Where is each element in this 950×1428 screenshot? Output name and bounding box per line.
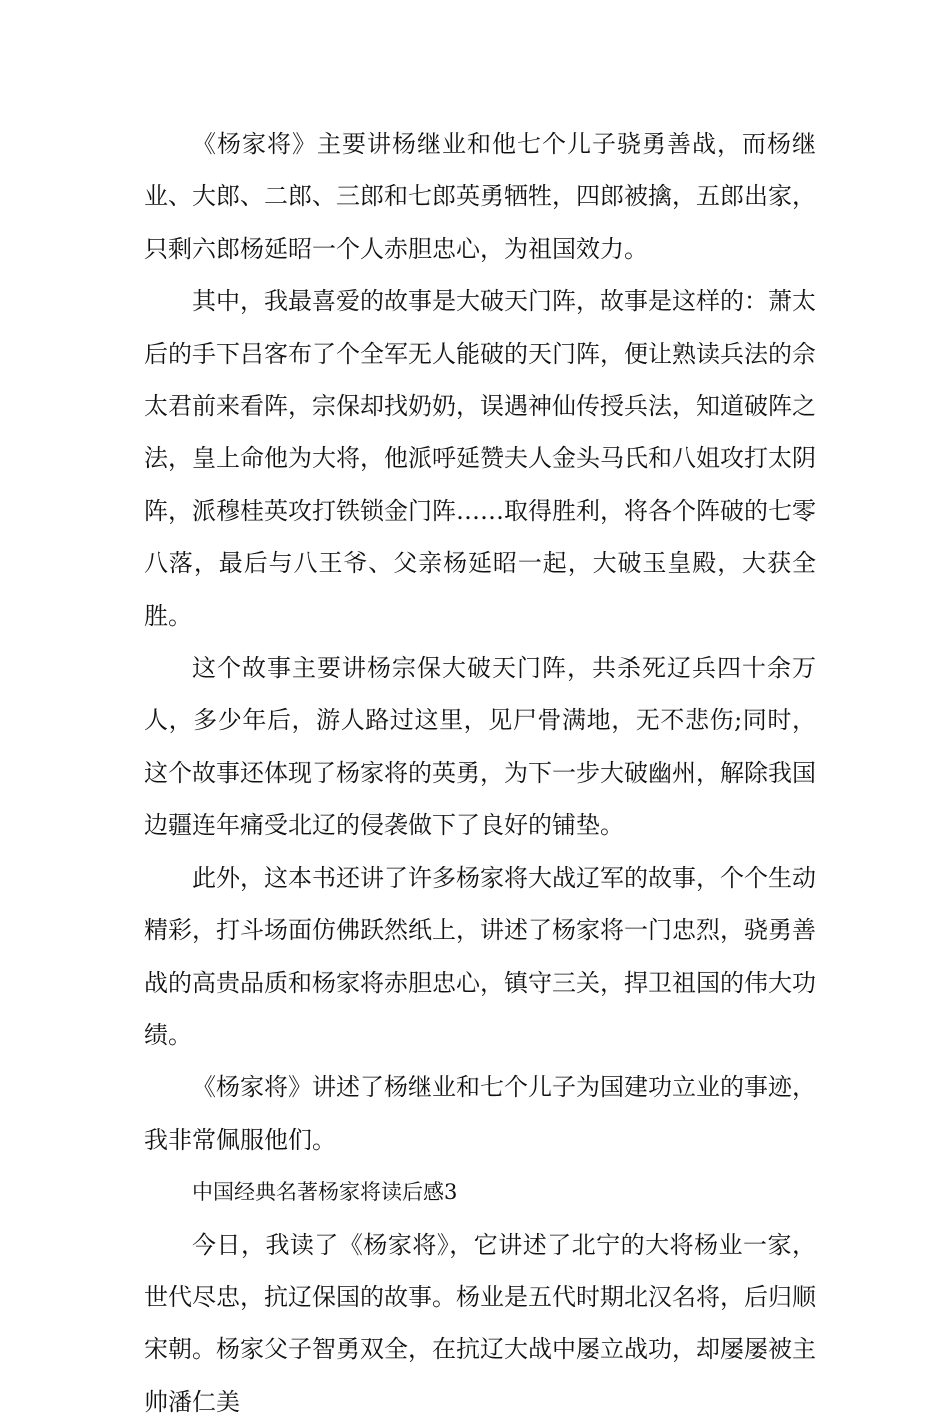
paragraph-1: 《杨家将》主要讲杨继业和他七个儿子骁勇善战，而杨继业、大郎、二郎、三郎和七郎英勇牺牲，四郎被擒，五郎出家，只剩六郎杨延昭一个人赤胆忠心，为祖国效力。 — [144, 130, 816, 263]
section-title: 中国经典名著杨家将读后感3 — [192, 1180, 458, 1205]
paragraph-4: 此外，这本书还讲了许多杨家将大战辽军的故事，个个生动精彩，打斗场面仿佛跃然纸上，讲述了杨家将一门忠烈，骁勇善战的高贵品质和杨家将赤胆忠心，镇守三关，捍卫祖国的伟大功绩。 — [144, 863, 816, 1049]
paragraph-3: 这个故事主要讲杨宗保大破天门阵，共杀死辽兵四十余万人，多少年后，游人路过这里，见尸骨满地，无不悲伤;同时，这个故事还体现了杨家将的英勇，为下一步大破幽州，解除我国边疆连年痛受北辽的侵袭做下了良好的铺垫。 — [144, 654, 816, 840]
paragraph-6: 今日，我读了《杨家将》，它讲述了北宁的大将杨业一家，世代尽忠，抗辽保国的故事。杨业是五代时期北汉名将，后归顺宋朝。杨家父子智勇双全，在抗辽大战中屡立战功，却屡屡被主帅潘仁美 — [144, 1230, 816, 1416]
paragraph-5: 《杨家将》讲述了杨继业和七个儿子为国建功立业的事迹，我非常佩服他们。 — [144, 1073, 816, 1154]
paragraph-2: 其中，我最喜爱的故事是大破天门阵，故事是这样的：萧太后的手下吕客布了个全军无人能破的天门阵，便让熟读兵法的佘太君前来看阵，宗保却找奶奶，误遇神仙传授兵法，知道破阵之法，皇上命他为大将，他派呼延赞夫人金头马氏和八姐攻打太阴阵，派穆桂英攻打铁锁金门阵……取得胜利，将各个阵破的七零八落，最后与八王爷、父亲杨延昭一起，大破玉皇殿，大获全胜。 — [144, 287, 816, 630]
document-body — [144, 118, 816, 1428]
